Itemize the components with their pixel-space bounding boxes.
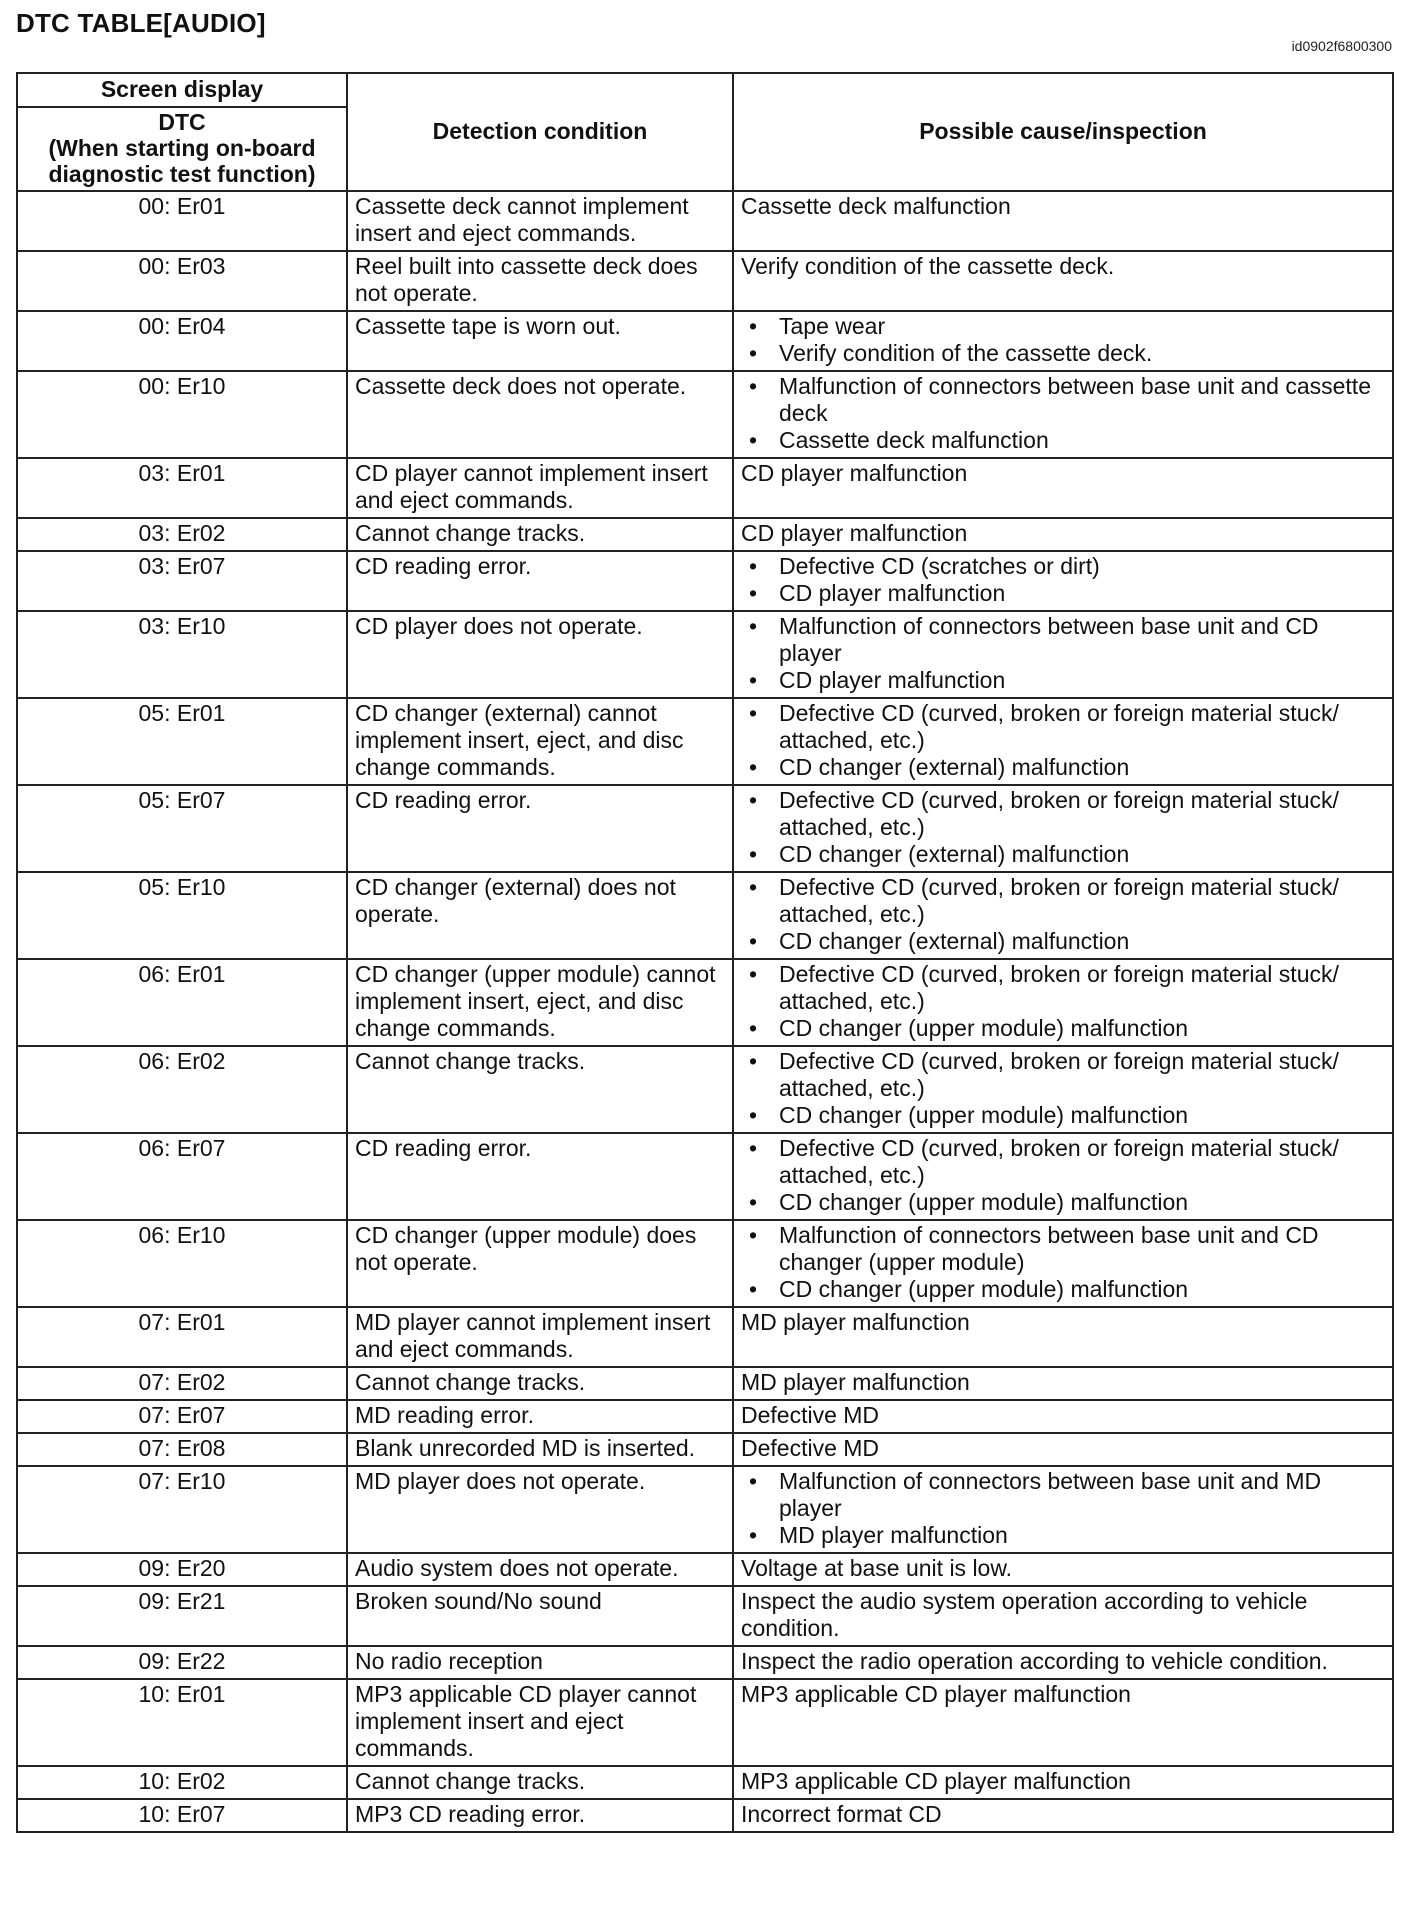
cause-item: • CD changer (upper module) malfunction <box>741 1276 1385 1303</box>
possible-cause <box>733 311 1393 371</box>
possible-cause <box>733 1553 1393 1586</box>
table-row <box>17 611 1393 698</box>
table-row <box>17 251 1393 311</box>
detection-condition: CD reading error. <box>347 551 733 611</box>
cause-list <box>741 787 1385 868</box>
cause-list <box>741 553 1385 607</box>
table-row <box>17 1553 1393 1586</box>
cause-item: • Defective CD (curved, broken or foreign material stuck/ attached, etc.) <box>741 874 1385 928</box>
dtc-code: 07: Er02 <box>17 1367 347 1400</box>
detection-condition: MP3 CD reading error. <box>347 1799 733 1832</box>
detection-condition: MD player cannot implement insert and eject commands. <box>347 1307 733 1367</box>
table-row <box>17 1046 1393 1133</box>
detection-condition: Cannot change tracks. <box>347 1046 733 1133</box>
dtc-code: 06: Er07 <box>17 1133 347 1220</box>
possible-cause <box>733 518 1393 551</box>
dtc-code: 03: Er10 <box>17 611 347 698</box>
dtc-code: 05: Er01 <box>17 698 347 785</box>
possible-cause <box>733 1433 1393 1466</box>
detection-condition: CD changer (external) cannot implement insert, eject, and disc change commands. <box>347 698 733 785</box>
detection-condition: Cassette tape is worn out. <box>347 311 733 371</box>
possible-cause <box>733 785 1393 872</box>
table-row <box>17 311 1393 371</box>
cause-item: • Defective CD (curved, broken or foreign material stuck/ attached, etc.) <box>741 961 1385 1015</box>
detection-condition: Cannot change tracks. <box>347 1766 733 1799</box>
detection-condition: Reel built into cassette deck does not operate. <box>347 251 733 311</box>
dtc-code: 00: Er04 <box>17 311 347 371</box>
cause-item: • Defective CD (curved, broken or foreign material stuck/ attached, etc.) <box>741 1048 1385 1102</box>
table-row <box>17 518 1393 551</box>
cause-item: • CD changer (upper module) malfunction <box>741 1189 1385 1216</box>
possible-cause <box>733 1646 1393 1679</box>
table-row <box>17 1766 1393 1799</box>
possible-cause <box>733 1220 1393 1307</box>
dtc-code: 00: Er01 <box>17 191 347 251</box>
table-row <box>17 191 1393 251</box>
cause-list <box>741 961 1385 1042</box>
dtc-code: 06: Er10 <box>17 1220 347 1307</box>
table-row <box>17 1679 1393 1766</box>
dtc-code: 05: Er10 <box>17 872 347 959</box>
table-row <box>17 1400 1393 1433</box>
table-row <box>17 1586 1393 1646</box>
cause-item: • Malfunction of connectors between base unit and cassette deck <box>741 373 1385 427</box>
possible-cause <box>733 251 1393 311</box>
header-possible-cause: Possible cause/inspection <box>733 73 1393 191</box>
cause-item: • Defective CD (curved, broken or foreign material stuck/ attached, etc.) <box>741 700 1385 754</box>
cause-item: • CD player malfunction <box>741 667 1385 694</box>
cause-item: • MD player malfunction <box>741 1522 1385 1549</box>
cause-text: Voltage at base unit is low. <box>741 1555 1013 1581</box>
possible-cause <box>733 1400 1393 1433</box>
table-row <box>17 1433 1393 1466</box>
cause-list <box>741 313 1385 367</box>
possible-cause <box>733 872 1393 959</box>
cause-list <box>741 874 1385 955</box>
cause-item: • CD changer (external) malfunction <box>741 841 1385 868</box>
table-row <box>17 785 1393 872</box>
cause-item: • Defective CD (curved, broken or foreign material stuck/ attached, etc.) <box>741 1135 1385 1189</box>
possible-cause <box>733 1586 1393 1646</box>
detection-condition: Blank unrecorded MD is inserted. <box>347 1433 733 1466</box>
cause-list <box>741 1048 1385 1129</box>
possible-cause <box>733 551 1393 611</box>
table-row <box>17 458 1393 518</box>
table-row <box>17 1307 1393 1367</box>
cause-text: MD player malfunction <box>741 1309 970 1335</box>
table-row <box>17 1220 1393 1307</box>
cause-item: • Defective CD (curved, broken or foreign material stuck/ attached, etc.) <box>741 787 1385 841</box>
cause-text: CD player malfunction <box>741 520 968 546</box>
detection-condition: CD player cannot implement insert and eject commands. <box>347 458 733 518</box>
cause-item: • CD changer (upper module) malfunction <box>741 1015 1385 1042</box>
table-row <box>17 1646 1393 1679</box>
cause-text: Incorrect format CD <box>741 1801 942 1827</box>
cause-item: • CD changer (external) malfunction <box>741 754 1385 781</box>
detection-condition: CD reading error. <box>347 1133 733 1220</box>
dtc-code: 03: Er01 <box>17 458 347 518</box>
detection-condition: Cannot change tracks. <box>347 1367 733 1400</box>
detection-condition: No radio reception <box>347 1646 733 1679</box>
table-row <box>17 872 1393 959</box>
document-id: id0902f6800300 <box>1291 38 1392 54</box>
cause-list <box>741 700 1385 781</box>
dtc-code: 06: Er02 <box>17 1046 347 1133</box>
cause-text: MD player malfunction <box>741 1369 970 1395</box>
dtc-code: 07: Er10 <box>17 1466 347 1553</box>
dtc-code: 09: Er20 <box>17 1553 347 1586</box>
possible-cause <box>733 1766 1393 1799</box>
dtc-code: 10: Er01 <box>17 1679 347 1766</box>
detection-condition: MD player does not operate. <box>347 1466 733 1553</box>
possible-cause <box>733 1133 1393 1220</box>
table-row <box>17 1133 1393 1220</box>
dtc-code: 07: Er01 <box>17 1307 347 1367</box>
cause-text: MP3 applicable CD player malfunction <box>741 1681 1131 1707</box>
cause-text: Verify condition of the cassette deck. <box>741 253 1115 279</box>
cause-item: • CD changer (upper module) malfunction <box>741 1102 1385 1129</box>
cause-item: • Cassette deck malfunction <box>741 427 1385 454</box>
possible-cause <box>733 371 1393 458</box>
header-screen-display: Screen display <box>17 73 347 107</box>
cause-text: Cassette deck malfunction <box>741 193 1011 219</box>
cause-list <box>741 1222 1385 1303</box>
detection-condition: Broken sound/No sound <box>347 1586 733 1646</box>
dtc-code: 10: Er07 <box>17 1799 347 1832</box>
dtc-code: 07: Er07 <box>17 1400 347 1433</box>
page-title: DTC TABLE[AUDIO] <box>16 8 266 38</box>
cause-text: MP3 applicable CD player malfunction <box>741 1768 1131 1794</box>
dtc-code: 06: Er01 <box>17 959 347 1046</box>
header-dtc-text: DTC (When starting on-board diagnostic test function) <box>48 109 316 187</box>
cause-item: • CD changer (external) malfunction <box>741 928 1385 955</box>
possible-cause <box>733 191 1393 251</box>
cause-item: • Malfunction of connectors between base unit and MD player <box>741 1468 1385 1522</box>
detection-condition: CD changer (external) does not operate. <box>347 872 733 959</box>
cause-item: • Verify condition of the cassette deck. <box>741 340 1385 367</box>
detection-condition: CD changer (upper module) does not operate. <box>347 1220 733 1307</box>
cause-text: Defective MD <box>741 1435 880 1461</box>
cause-text: CD player malfunction <box>741 460 968 486</box>
table-row <box>17 959 1393 1046</box>
possible-cause <box>733 1799 1393 1832</box>
table-row <box>17 551 1393 611</box>
detection-condition: Cassette deck cannot implement insert and eject commands. <box>347 191 733 251</box>
cause-list <box>741 1468 1385 1549</box>
dtc-code: 10: Er02 <box>17 1766 347 1799</box>
cause-text: Inspect the radio operation according to vehicle condition. <box>741 1648 1328 1674</box>
dtc-code: 05: Er07 <box>17 785 347 872</box>
dtc-code: 09: Er21 <box>17 1586 347 1646</box>
cause-item: • Tape wear <box>741 313 1385 340</box>
cause-list <box>741 613 1385 694</box>
detection-condition: CD player does not operate. <box>347 611 733 698</box>
detection-condition: Cassette deck does not operate. <box>347 371 733 458</box>
possible-cause <box>733 1679 1393 1766</box>
possible-cause <box>733 959 1393 1046</box>
dtc-code: 00: Er03 <box>17 251 347 311</box>
dtc-table <box>16 72 1394 1833</box>
possible-cause <box>733 611 1393 698</box>
possible-cause <box>733 1046 1393 1133</box>
possible-cause <box>733 698 1393 785</box>
detection-condition: MD reading error. <box>347 1400 733 1433</box>
cause-item: • Malfunction of connectors between base unit and CD changer (upper module) <box>741 1222 1385 1276</box>
dtc-code: 03: Er02 <box>17 518 347 551</box>
dtc-table-body <box>17 191 1393 1832</box>
table-row <box>17 698 1393 785</box>
dtc-code: 03: Er07 <box>17 551 347 611</box>
table-row <box>17 1367 1393 1400</box>
cause-list <box>741 1135 1385 1216</box>
detection-condition: Cannot change tracks. <box>347 518 733 551</box>
table-row <box>17 371 1393 458</box>
cause-item: • CD player malfunction <box>741 580 1385 607</box>
cause-item: • Malfunction of connectors between base unit and CD player <box>741 613 1385 667</box>
possible-cause <box>733 1466 1393 1553</box>
cause-list <box>741 373 1385 454</box>
header-dtc <box>17 107 347 191</box>
detection-condition: CD reading error. <box>347 785 733 872</box>
possible-cause <box>733 1307 1393 1367</box>
detection-condition: CD changer (upper module) cannot implement insert, eject, and disc change commands. <box>347 959 733 1046</box>
dtc-code: 07: Er08 <box>17 1433 347 1466</box>
table-row <box>17 1799 1393 1832</box>
possible-cause <box>733 458 1393 518</box>
header-detection-condition: Detection condition <box>347 73 733 191</box>
table-row <box>17 1466 1393 1553</box>
cause-text: Inspect the audio system operation according to vehicle condition. <box>741 1588 1308 1641</box>
possible-cause <box>733 1367 1393 1400</box>
cause-item: • Defective CD (scratches or dirt) <box>741 553 1385 580</box>
dtc-code: 09: Er22 <box>17 1646 347 1679</box>
detection-condition: MP3 applicable CD player cannot implement insert and eject commands. <box>347 1679 733 1766</box>
cause-text: Defective MD <box>741 1402 880 1428</box>
detection-condition: Audio system does not operate. <box>347 1553 733 1586</box>
dtc-code: 00: Er10 <box>17 371 347 458</box>
